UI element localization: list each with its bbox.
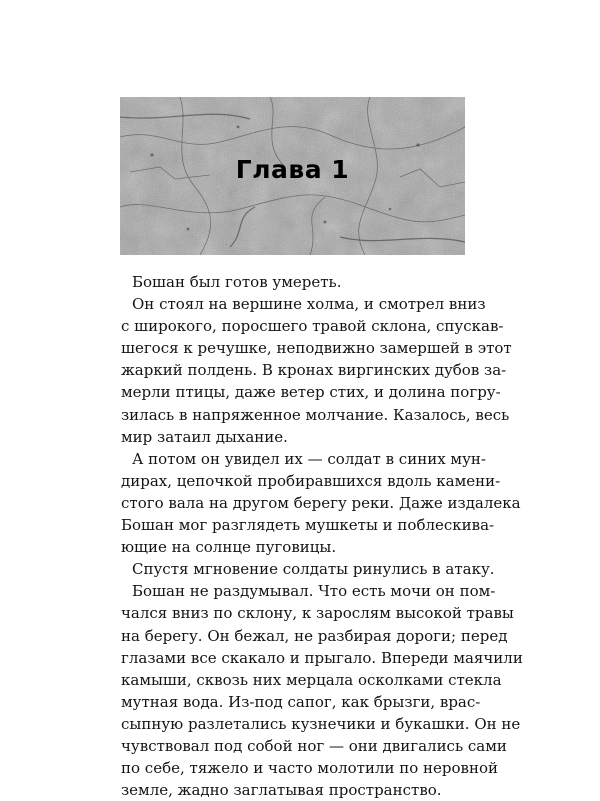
text-line: мерли птицы, даже ветер стих, и долина погру- <box>121 383 501 402</box>
text-line: А потом он увидел их — солдат в синих мун- <box>132 449 486 468</box>
text-line: зилась в напряженное молчание. Казалось, весь <box>121 405 510 424</box>
text-line: ющие на солнце пуговицы. <box>121 538 337 557</box>
text-line: на берегу. Он бежал, не разбирая дороги; перед <box>121 626 508 645</box>
text-line: земле, жадно заглатывая пространство. <box>121 781 442 800</box>
text-line: по себе, тяжело и часто молотили по неровной <box>121 759 499 778</box>
text-line: дирах, цепочкой пробиравшихся вдоль камени- <box>121 471 501 490</box>
text-line: чувствовал под собой ног — они двигались сами <box>121 736 507 755</box>
text-line: шегося к речушке, неподвижно замершей в этот <box>121 339 512 358</box>
text-line: Бошан мог разглядеть мушкеты и поблескива- <box>121 516 495 535</box>
text-line: с широкого, поросшего травой склона, спускав- <box>121 317 504 336</box>
text-line: Бошан был готов умереть. <box>132 273 342 291</box>
text-line: сыпную разлетались кузнечики и букашки. Он не <box>121 714 521 733</box>
text-line: чался вниз по склону, к зарослям высокой травы <box>121 604 514 623</box>
text-line: Спустя мгновение солдаты ринулись в атаку. <box>132 560 495 579</box>
text-line: глазами все скакало и прыгало. Впереди маячили <box>121 648 523 667</box>
text-line: Бошан не раздумывал. Что есть мочи он пом- <box>132 582 496 601</box>
text-line: мир затаил дыхание. <box>121 427 288 446</box>
chapter-title: Глава 1 <box>235 155 350 184</box>
text-line: жаркий полдень. В кронах виргинских дубов за- <box>121 361 507 380</box>
text-line: камыши, сквозь них мерцала осколками стекла <box>121 670 502 689</box>
text-line: стого вала на другом берегу реки. Даже издалека <box>121 493 521 512</box>
chapter-banner-map <box>120 97 465 255</box>
text-line: мутная вода. Из-под сапог, как брызги, врас- <box>121 692 481 711</box>
chapter-body-text <box>121 271 523 801</box>
text-line: Он стоял на вершине холма, и смотрел вниз <box>132 295 486 314</box>
